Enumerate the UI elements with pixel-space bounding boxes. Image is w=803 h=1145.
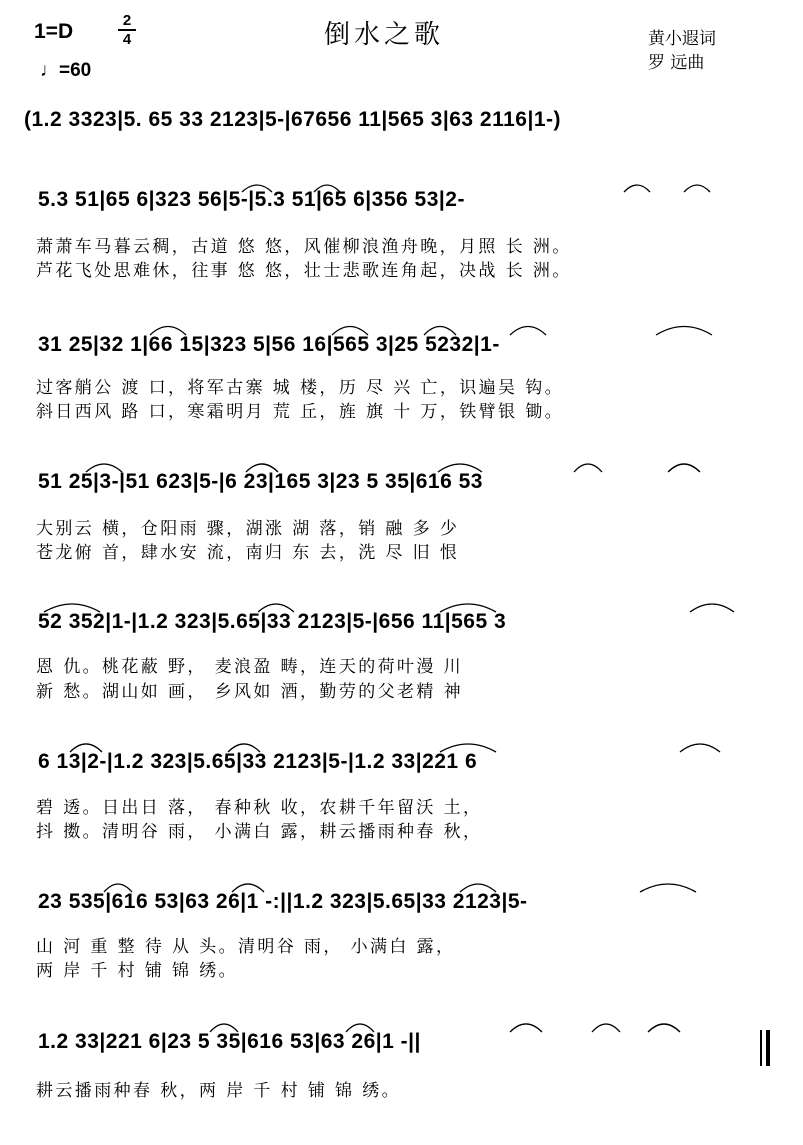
system-7-lyrics-verse-2: 两 岸 千 村 铺 锦 绣。 xyxy=(36,961,239,981)
slur-mark xyxy=(424,327,456,336)
slur-mark xyxy=(314,185,340,192)
system-6-notes: 6 13|2-|1.2 323|5.65|33 2123|5-|1.2 33|221 6 xyxy=(38,750,478,773)
slur-mark xyxy=(246,464,278,472)
system-2-lyrics-verse-1: 萧萧车马暮云稠，古道 悠 悠，风催柳浪渔舟晚，月照 长 洲。 xyxy=(36,237,572,257)
system-3-lyrics-verse-1: 过客艄公 渡 口，将军古寨 城 楼，历 尽 兴 亡，识遍吴 钩。 xyxy=(36,378,565,398)
slur-mark xyxy=(232,884,264,892)
final-barline-thick xyxy=(766,1030,770,1066)
slur-mark xyxy=(44,604,100,612)
slur-mark xyxy=(624,185,650,192)
slur-mark xyxy=(574,464,602,472)
system-5-lyrics-verse-2: 新 愁。湖山如 画， 乡风如 酒，勤劳的父老精 神 xyxy=(36,682,464,702)
system-4-lyrics-verse-2: 苍龙俯 首，肆水安 流，南归 东 去，洗 尽 旧 恨 xyxy=(36,543,460,563)
slur-mark xyxy=(648,1024,680,1032)
system-4-notes: 51 25|3-|51 623|5-|6 23|165 3|23 5 35|616 53 xyxy=(38,470,483,493)
slur-mark xyxy=(242,185,272,192)
time-signature-bottom: 4 xyxy=(122,31,132,48)
slur-mark xyxy=(150,327,186,336)
slur-mark xyxy=(70,744,102,752)
slur-mark xyxy=(258,604,294,612)
slur-mark xyxy=(460,884,496,892)
system-2-notes: 5.3 51|65 6|323 56|5-|5.3 51|65 6|356 53|2- xyxy=(38,188,465,211)
composer-credit: 罗 远曲 xyxy=(648,53,705,73)
song-title: 倒水之歌 xyxy=(324,20,445,50)
slur-mark xyxy=(690,604,734,612)
slur-mark xyxy=(440,744,496,752)
slur-mark xyxy=(510,1024,542,1032)
system-2-lyrics-verse-2: 芦花飞处思难休，往事 悠 悠，壮士悲歌连角起，决战 长 洲。 xyxy=(36,261,572,281)
system-4-lyrics-verse-1: 大别云 横，仓阳雨 骤，湖涨 湖 落，销 融 多 少 xyxy=(36,519,460,539)
slur-mark xyxy=(210,1024,238,1032)
system-7-lyrics-verse-1: 山 河 重 整 待 从 头。清明谷 雨， 小满白 露， xyxy=(36,937,456,957)
system-6-lyrics-verse-2: 抖 擞。清明谷 雨， 小满白 露，耕云播雨种春 秋， xyxy=(36,822,483,842)
slur-mark xyxy=(680,744,720,752)
slur-mark xyxy=(668,464,700,472)
system-3-notes: 31 25|32 1|66 15|323 5|56 16|565 3|25 5232|1- xyxy=(38,333,500,356)
slur-mark xyxy=(592,1024,620,1032)
lyricist-credit: 黄小遐词 xyxy=(648,29,716,49)
final-barline-thin xyxy=(760,1030,762,1066)
time-signature-top: 2 xyxy=(122,12,132,29)
slur-mark xyxy=(440,604,496,612)
key-signature: 1=D xyxy=(34,20,74,43)
slur-mark xyxy=(332,327,368,336)
system-7-notes: 23 535|616 53|63 26|1 -:||1.2 323|5.65|33 2123|5- xyxy=(38,890,528,913)
slur-mark xyxy=(510,327,546,336)
slur-mark xyxy=(640,884,696,892)
system-5-lyrics-verse-1: 恩 仇。桃花蔽 野， 麦浪盈 畴，连天的荷叶漫 川 xyxy=(36,657,464,677)
system-3-lyrics-verse-2: 斜日西风 路 口，寒霜明月 荒 丘，旌 旗 十 万，铁臂银 锄。 xyxy=(36,402,565,422)
system-8-notes: 1.2 33|221 6|23 5 35|616 53|63 26|1 -|| xyxy=(38,1030,421,1053)
slur-mark xyxy=(86,464,122,472)
system-5-notes: 52 352|1-|1.2 323|5.65|33 2123|5-|656 11|565 3 xyxy=(38,610,507,633)
system-1-notes: (1.2 3323|5. 65 33 2123|5-|67656 11|565 3|63 2116|1-) xyxy=(24,108,562,131)
tempo-value: =60 xyxy=(59,60,92,81)
slur-mark xyxy=(438,464,482,472)
slur-mark xyxy=(684,185,710,192)
system-6-lyrics-verse-1: 碧 透。日出日 落， 春种秋 收，农耕千年留沃 土， xyxy=(36,798,483,818)
slur-mark xyxy=(346,1024,374,1032)
slur-mark xyxy=(656,327,712,336)
slur-mark xyxy=(228,744,260,752)
system-8-lyrics-verse-1: 耕云播雨种春 秋，两 岸 千 村 铺 锦 绣。 xyxy=(36,1081,402,1101)
quarter-note-icon: ♩ xyxy=(40,60,59,81)
slur-mark xyxy=(104,884,132,892)
